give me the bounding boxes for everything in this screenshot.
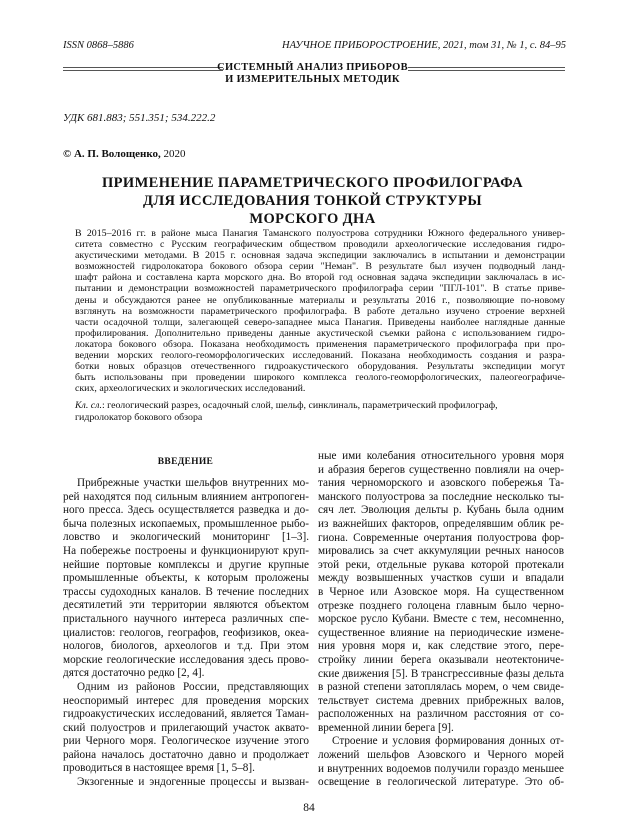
text-line: в Черное или Азовское моря. На существенном (318, 585, 564, 598)
text-line: Строение и условия формирования донных от- (332, 735, 564, 748)
copyright-year: 2020 (163, 148, 186, 160)
text-line: гидроакустических исследований, является Таман- (63, 708, 309, 721)
text-line: и абразия берегов существенно повлияли на очер- (318, 463, 564, 476)
text-line: мировались за счет аккумуляции речных наносов (318, 545, 564, 558)
section-line-1: СИСТЕМНЫЙ АНАЛИЗ ПРИБОРОВ (217, 62, 408, 73)
text-line: расположенных на различном расстояния от со- (318, 708, 564, 721)
text-line: в разной степени затоплялась морем, о чем свиде- (318, 681, 564, 694)
text-line: Экзогенные и эндогенные процессы и вызван- (77, 776, 309, 789)
text-line: сяч лет. Эволюция дельты р. Кубань была одним (318, 504, 564, 517)
text-line: шафт района и составлена карта морского дна. Во второй год основная задача экспедиции заключалась в ис- (75, 272, 565, 284)
text-line: ских, археологических и экологических исследований. (75, 383, 306, 395)
page-number: 84 (303, 802, 315, 814)
journal-citation: НАУЧНОЕ ПРИБОРОСТРОЕНИЕ, 2021, том 31, № 1, с. 84–95 (282, 40, 566, 51)
author-line (63, 148, 186, 160)
udk-code: УДК 681.883; 551.351; 534.222.2 (63, 112, 216, 124)
title-line-1: ПРИМЕНЕНИЕ ПАРАМЕТРИЧЕСКОГО ПРОФИЛОГРАФА (101, 175, 524, 191)
text-line: дятся достаточно редко [2, 4]. (63, 667, 205, 680)
text-line: гиона. Современные очертания полуострова фор- (318, 531, 564, 544)
text-line: ситета совместно с Русским географическим обществом проводили археологические исследования гидро- (75, 239, 565, 251)
issn: ISSN 0868–5886 (63, 40, 134, 51)
text-line: морские геологические исследования здесь прово- (63, 653, 309, 666)
text-line: Одним из районов России, представляющих (77, 680, 309, 693)
paragraph (63, 681, 309, 776)
text-line: нологов, биологов, археологов и т.д. При этом (63, 640, 309, 653)
keywords-line-1: : геологический разрез, осадочный слой, шельф, синклиналь, параметрический профилограф, (101, 400, 498, 411)
copyright-symbol: © (63, 148, 72, 160)
text-line: трассы судоходных каналов. В течение последних (63, 585, 309, 598)
text-line: ные ими колебания относительного уровня моря (318, 450, 564, 462)
text-line: рей находятся под сильным влиянием антропоген- (63, 490, 309, 503)
text-line: дены и обсуждаются ранее не опубликованные материалы и результаты 2016 г., позволяющие по-новому (75, 294, 565, 306)
text-line: акустическими методами. В 2015 г. основная задача экспедиции заключались в испытании и демонстрации (75, 250, 565, 262)
keywords-line-2: гидролокатор бокового обзора (75, 411, 203, 423)
text-line: тельствует система древних прибрежных валов, (318, 694, 564, 707)
intro-heading: ВВЕДЕНИЕ (157, 457, 214, 467)
keywords-label: Кл. сл. (75, 400, 102, 411)
text-line: ские движения [5]. В трансгрессивные фазы дельта (318, 667, 564, 680)
text-line: ботки новых образцов отечественного гидроакустического оборудования. Результаты экспедиции могут (75, 361, 565, 373)
text-line: ного пресса. Здесь осуществляется разведка и до- (63, 504, 309, 517)
text-line: из важнейших факторов, определявшим облик ре- (318, 517, 564, 530)
right-column (318, 450, 564, 790)
text-line: пристального научного интереса различных спе- (63, 612, 309, 625)
text-line: взглянуть на возможности параметрического профилографа. В работе детально изучено строение верхней (75, 305, 565, 317)
text-line: Прибрежные участки шельфов внутренних мо- (77, 477, 309, 489)
text-line: между возвышенных участков суши и впадали (318, 572, 564, 585)
left-column (63, 477, 309, 790)
text-line: десятилетий эти территории являются объектом (63, 599, 309, 612)
text-line: временной линии берега [9]. (318, 721, 454, 734)
text-line: возможностей гидролокатора бокового обзора серии "Неман". В результате был изучен подводный ланд- (75, 261, 565, 273)
title-line-2: ДЛЯ ИССЛЕДОВАНИЯ ТОНКОЙ СТРУКТУРЫ (142, 193, 483, 209)
paragraph (318, 450, 564, 735)
text-line: быча полезных ископаемых, промышленное рыбо- (63, 517, 309, 530)
text-line: стройку линии берега оказывали неотектониче- (318, 653, 564, 666)
text-line: локатора бокового обзора. Показана необходимость применения параметрического профилографа при про- (75, 338, 565, 350)
text-line: На побережье построены и функционируют круп- (63, 544, 309, 557)
text-line: ский полуостров и прилегающий участок аквато- (63, 721, 309, 734)
text-line: быть использованы при проведении широкого комплекса геолого-геоморфологических, палеогеографиче- (75, 372, 565, 384)
paragraph (63, 477, 309, 681)
text-line: профилирования. Дополнительно приведены данные акустической съемки района с использованием гидро- (75, 327, 565, 339)
text-line: В 2015–2016 гг. в районе мыса Панагия Таманского полуострова сотрудники Южного федерального универ- (75, 228, 565, 239)
text-line: ложений шельфов Азовского и Черного морей (318, 749, 564, 762)
section-line-2: И ИЗМЕРИТЕЛЬНЫХ МЕТОДИК (225, 74, 400, 85)
text-line: этой реки, отдельные рукава которой протекали (318, 558, 564, 571)
author-name: А. П. Волощенко, (73, 148, 161, 160)
keywords (75, 400, 565, 423)
text-line: циалистов: геологов, географов, геофизиков, океа- (63, 626, 309, 639)
text-line: нейшие портовые комплексы и другие крупные (63, 558, 309, 571)
text-line: пытании и демонстрации возможностей параметрического профилографа серии "ПГЛ-101". В статье приве- (75, 283, 565, 295)
text-line: и внутренних водоемов получили гораздо меньшее (318, 762, 564, 775)
text-line: ния уровня моря и, как следствие этого, пере- (318, 640, 564, 653)
paragraph (75, 228, 565, 394)
abstract (75, 228, 565, 394)
paragraph (63, 776, 309, 790)
text-line: отрезке позднего голоцена главным было черно- (318, 599, 564, 612)
paragraph (318, 735, 564, 789)
text-line: тания черноморского и азовского побережья Та- (318, 477, 564, 490)
text-line: промышленные объекты, к которым проложены (63, 572, 309, 585)
text-line: проводиться в настоящее время [1, 5–8]. (63, 762, 255, 775)
title-line-3: МОРСКОГО ДНА (249, 211, 376, 227)
text-line: рии Черного моря. Геологическое изучение этого (63, 735, 309, 748)
text-line: ведении морских геолого-геоморфологических исследований. Показана необходимость создания и разра- (75, 350, 565, 362)
text-line: ловство и экологический мониторинг [1–3]. (63, 531, 309, 544)
text-line: неоспоримый интерес для проведения морских (63, 694, 309, 707)
text-line: существенное влияние на периодические измене- (318, 626, 564, 639)
text-line: морское русло Кубани. Вместе с тем, несомненно, (318, 613, 564, 626)
text-line: освещение в геологической литературе. Это об- (318, 776, 564, 789)
text-line: части осадочной толщи, залегающей северо-западнее мыса Панагия. Приведены наиболее наглядные данные (75, 316, 565, 328)
section-heading (60, 62, 565, 86)
text-line: манского полуострова за последние несколько ты- (318, 490, 564, 503)
article-title (60, 174, 565, 228)
text-line: района началось достаточно давно и продолжает (63, 748, 309, 761)
